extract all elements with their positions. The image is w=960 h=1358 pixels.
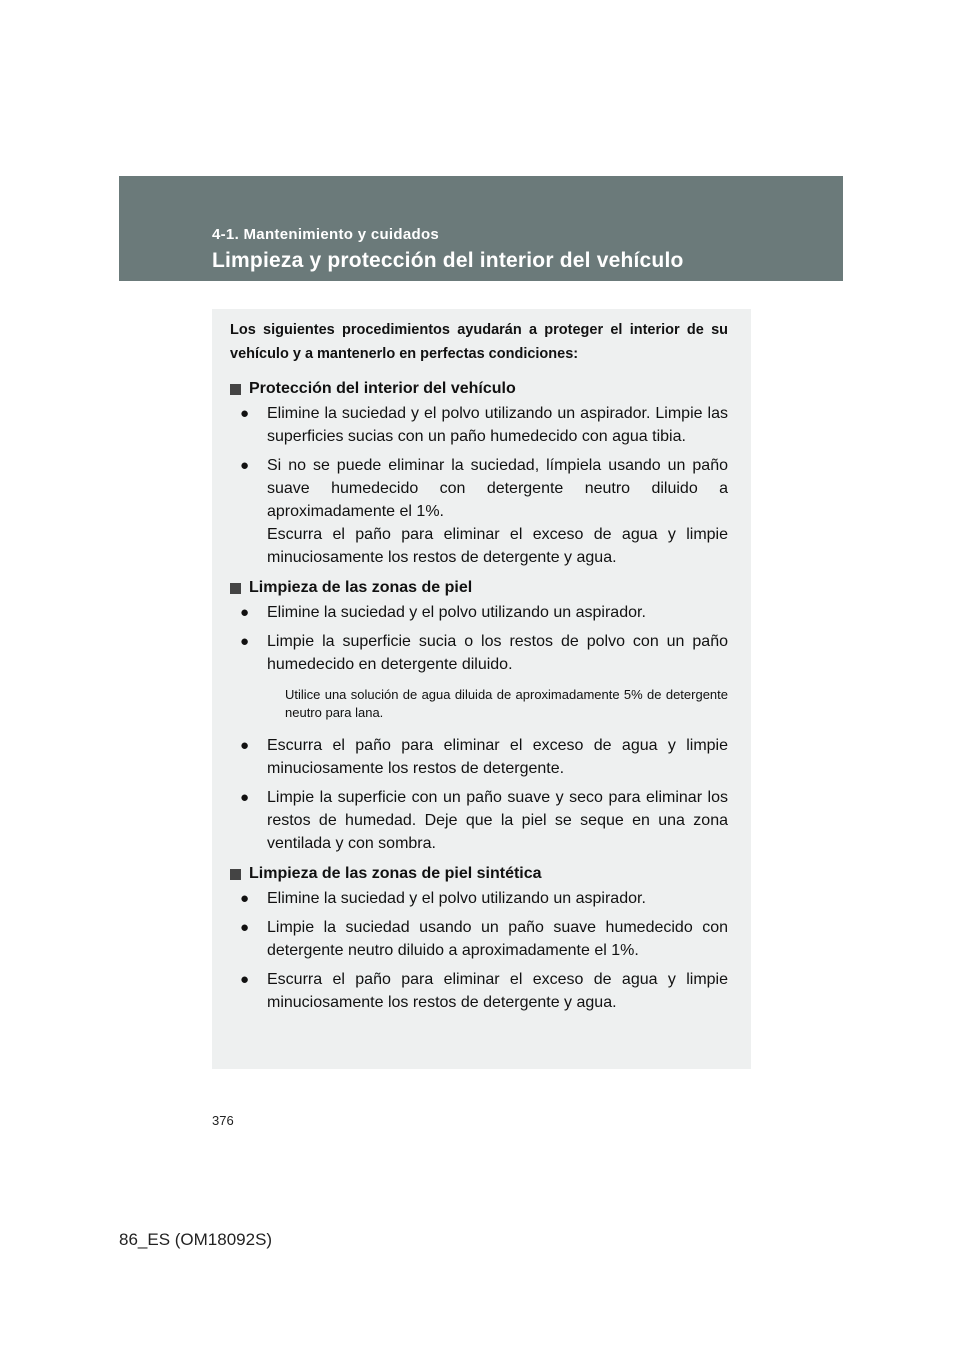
content-body [230,318,728,1020]
list-item-text: Limpie la superficie sucia o los restos de polvo con un paño humedecido en detergente diluido. [267,633,728,673]
list-item [230,734,728,780]
list-item-text: Elimine la suciedad y el polvo utilizando un aspirador. [267,604,646,621]
section-heading-text: Limpieza de las zonas de piel [249,579,473,596]
bullet-icon: ● [240,737,250,754]
bullet-icon: ● [240,890,250,907]
bullet-icon: ● [240,405,250,422]
list-item [230,916,728,962]
bullet-icon: ● [240,457,250,474]
list-item [230,968,728,1014]
list-item-text: Limpie la superficie con un paño suave y seco para eliminar los restos de humedad. Deje que la piel se seque en una zona ventilada y con sombra. [267,789,728,852]
note-text: Utilice una solución de agua diluida de aproximadamente 5% de detergente neutro para lana. [285,687,728,720]
document-code: 86_ES (OM18092S) [119,1230,273,1249]
list-item-text: Si no se puede eliminar la suciedad, límpiela usando un paño suave humedecido con detergente neutro diluido a aproximadamente el 1%. [267,457,728,520]
page-title: Limpieza y protección del interior del vehículo [212,249,684,272]
list-item-text: Escurra el paño para eliminar el exceso de agua y limpie minuciosamente los restos de detergente y agua. [267,971,728,1011]
bullet-icon: ● [240,971,250,988]
intro-text: Los siguientes procedimientos ayudarán a proteger el interior de su vehículo y a mantenerlo en perfectas condiciones: [230,322,728,362]
section-heading [230,861,728,887]
bullet-icon: ● [240,633,250,650]
bullet-icon: ● [240,789,250,806]
bullet-icon: ● [240,604,250,621]
square-bullet-icon [230,384,241,395]
section-label: 4-1. Mantenimiento y cuidados [212,226,440,243]
list-item [230,887,728,910]
list-item-text: Escurra el paño para eliminar el exceso de agua y limpie minuciosamente los restos de detergente y agua. [267,526,728,566]
list-item-text: Elimine la suciedad y el polvo utilizando un aspirador. Limpie las superficies sucias con un paño humedecido con agua tibia. [267,405,728,445]
page-number: 376 [212,1113,234,1128]
list-item-text: Escurra el paño para eliminar el exceso de agua y limpie minuciosamente los restos de detergente. [267,737,728,777]
section-heading [230,575,728,601]
list-item-text: Limpie la suciedad usando un paño suave humedecido con detergente neutro diluido a aproximadamente el 1%. [267,919,728,959]
section-heading [230,376,728,402]
list-item [230,786,728,855]
list-item [230,402,728,448]
list-item [230,630,728,676]
list-item-text: Elimine la suciedad y el polvo utilizando un aspirador. [267,890,646,907]
square-bullet-icon [230,583,241,594]
section-heading-text: Protección del interior del vehículo [249,380,516,397]
square-bullet-icon [230,869,241,880]
bullet-icon: ● [240,919,250,936]
list-item [230,454,728,569]
section-heading-text: Limpieza de las zonas de piel sintética [249,865,542,882]
list-item [230,601,728,624]
